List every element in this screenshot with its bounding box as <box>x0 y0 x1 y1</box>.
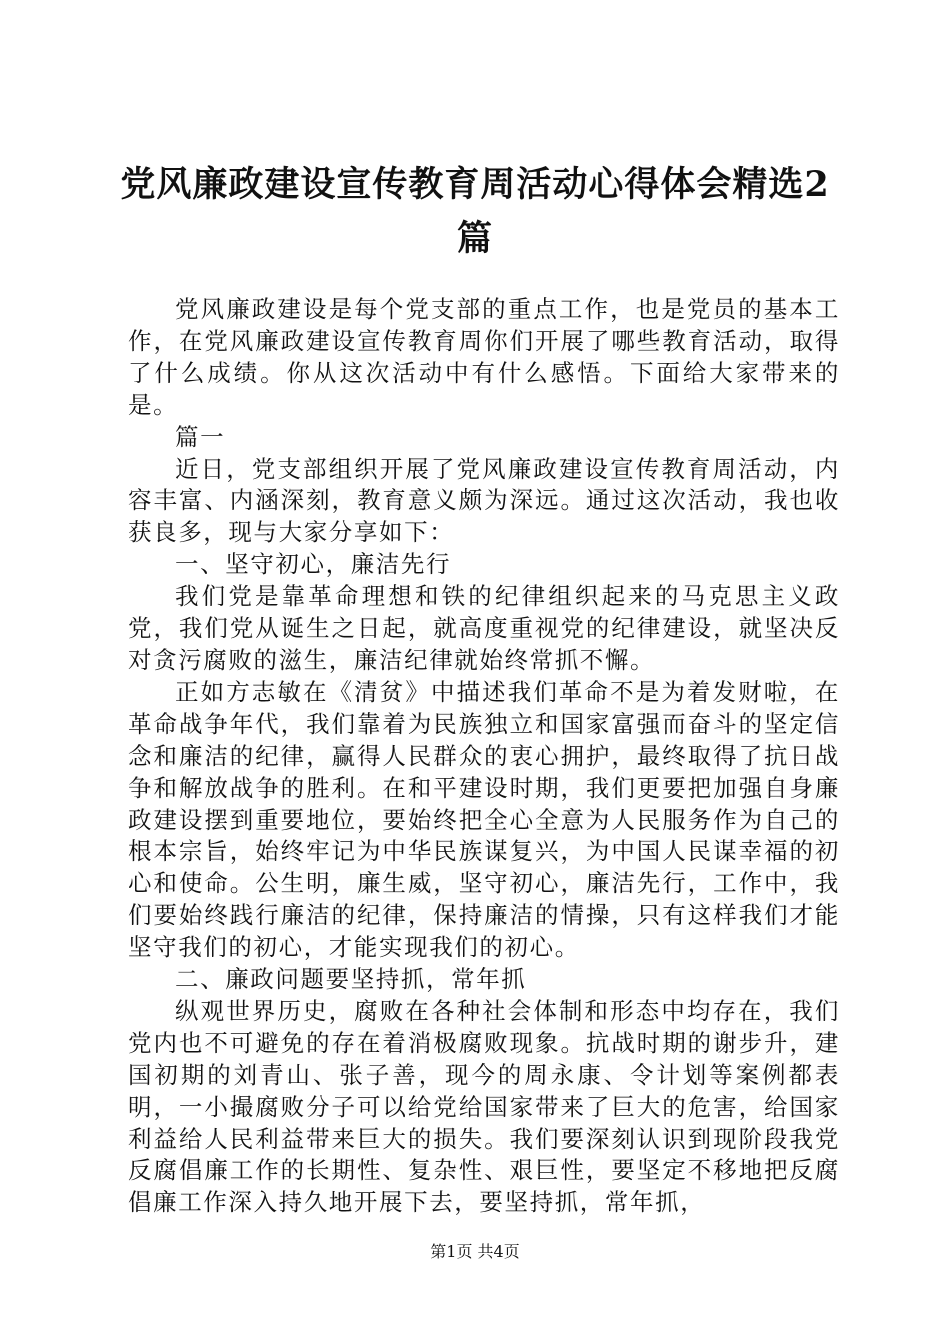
paragraph-world-history: 纵观世界历史，腐败在各种社会体制和形态中均存在，我们党内也不可避免的存在着消极腐败现象。抗战时期的谢步升，建国初期的刘青山、张子善，现今的周永康、令计划等案例都表明，一小撮腐败分子可以给党给国家带来了巨大的危害，给国家利益给人民利益带来巨大的损失。我们要深刻认识到现阶段我党反腐倡廉工作的长期性、复杂性、艰巨性，要坚定不移地把反腐倡廉工作深入持久地开展下去，要坚持抓，常年抓， <box>128 996 840 1217</box>
page-footer: 第1页 共4页 <box>430 1242 520 1261</box>
paragraph-party-discipline: 我们党是靠革命理想和铁的纪律组织起来的马克思主义政党，我们党从诞生之日起，就高度重视党的纪律建设，就坚决反对贪污腐败的滋生，廉洁纪律就始终常抓不懈。 <box>128 582 840 674</box>
document-body <box>128 294 840 1219</box>
heading-section-two: 二、廉政问题要坚持抓，常年抓 <box>175 965 527 994</box>
document-title: 党风廉政建设宣传教育周活动心得体会精选2篇 <box>120 164 830 259</box>
paragraph-opening: 近日，党支部组织开展了党风廉政建设宣传教育周活动，内容丰富、内涵深刻，教育意义颇为深远。通过这次活动，我也收获良多，现与大家分享如下： <box>128 454 840 547</box>
heading-section-one: 一、坚守初心，廉洁先行 <box>175 550 452 579</box>
section-label-part-one: 篇一 <box>175 422 226 451</box>
paragraph-intro: 党风廉政建设是每个党支部的重点工作，也是党员的基本工作，在党风廉政建设宣传教育周你们开展了哪些教育活动，取得了什么成绩。你从这次活动中有什么感悟。下面给大家带来的是。 <box>128 295 840 419</box>
paragraph-fang-zhimin: 正如方志敏在《清贫》中描述我们革命不是为着发财啦，在革命战争年代，我们靠着为民族独立和国家富强而奋斗的坚定信念和廉洁的纪律，赢得人民群众的衷心拥护，最终取得了抗日战争和解放战争的胜利。在和平建设时期，我们更要把加强自身廉政建设摆到重要地位，要始终把全心全意为人民服务作为自己的根本宗旨，始终牢记为中华民族谋复兴，为中国人民谋幸福的初心和使命。公生明，廉生威，坚守初心，廉洁先行，工作中，我们要始终践行廉洁的纪律，保持廉洁的情操，只有这样我们才能坚守我们的初心，才能实现我们的初心。 <box>128 677 840 962</box>
